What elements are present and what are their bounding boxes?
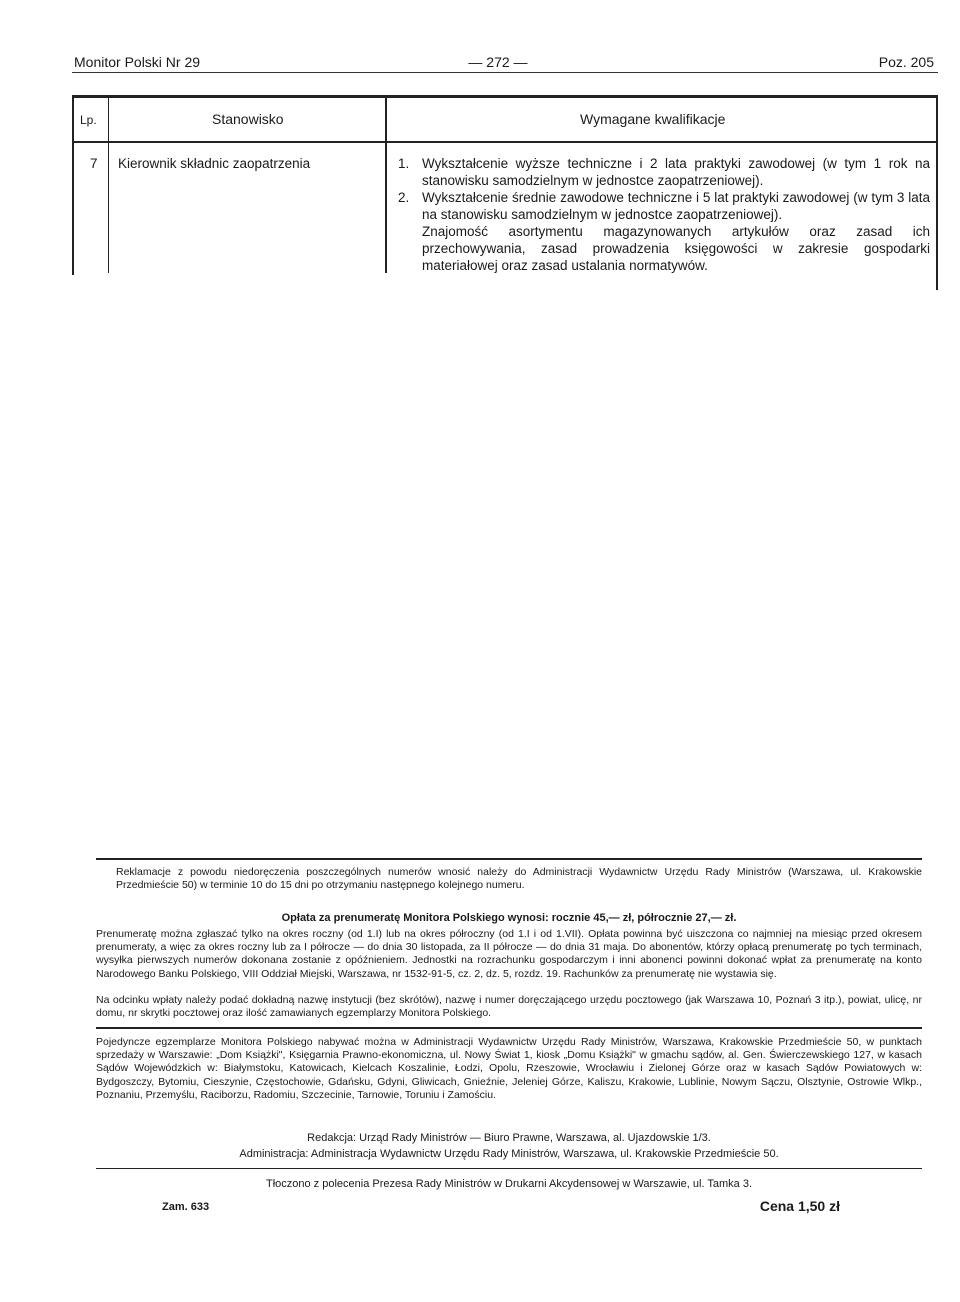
position-number: Poz. 205 — [878, 54, 934, 70]
footer-rule-bottom — [96, 1168, 922, 1169]
requirement-text: Wykształcenie średnie zawodowe techniczne i 5 lat praktyki zawodowej (w tym 3 lata na stanowisku samodzielnym w jednostce zaopatrzeniowej). — [422, 190, 930, 222]
requirements-cell — [398, 155, 930, 274]
editorial-office: Redakcja: Urząd Rady Ministrów — Biuro Prawne, Warszawa, al. Ujazdowskie 1/3. — [307, 1132, 711, 1144]
table-col-divider-1 — [108, 98, 109, 273]
order-number: Zam. 633 — [162, 1201, 210, 1213]
complaints-notice: Reklamacje z powodu niedoręczenia poszczególnych numerów wnosić należy do Administracji Wydawnictw Urzędu Rady Ministrów (Warszawa, ul. Krakowskie Przedmieście 50) w terminie 10 do 15 dni po otrzymaniu następnego kolejnego numeru. — [116, 866, 922, 892]
requirement-item — [398, 189, 930, 223]
subscription-price: Opłata za prenumeratę Monitora Polskiego wynosi: rocznie 45,— zł, półrocznie 27,— zł. — [281, 912, 737, 924]
requirement-item — [398, 155, 930, 189]
subscription-terms: Prenumeratę można zgłaszać tylko na okres roczny (od 1.I) lub na okres półroczny (od 1.I i od 1.VII). Opłata powinna być uiszczona co najmniej na miesiąc przed okresem prenumeraty, a więc za okres roczny lub za I półrocze — do dnia 30 listopada, za II półrocze — do dnia 31 maja. Do abonentów, którzy opłacą prenumeratę po tych terminach, wysyłka pierwszych numerów dokonana zostanie z opóźnieniem. Jednostki na rozrachunku gospodarczym i inni abonenci powinni dokonać wpłat za prenumeratę na konto Narodowego Banku Polskiego, VIII Oddział Miejski, Warszawa, nr 1532-91-5, cz. 2, dz. 5, rozdz. 19. Rachunków za prenumeratę nie wystawia się. — [96, 928, 922, 980]
page-number: — 272 — — [468, 54, 528, 70]
footer-rule-top — [96, 858, 922, 860]
journal-title: Monitor Polski Nr 29 — [74, 54, 201, 70]
requirement-number: 1. — [398, 156, 410, 171]
payment-instructions: Na odcinku wpłaty należy podać dokładną nazwę instytucji (bez skrótów), nazwę i numer doręczającego urzędu pocztowego (jak Warszawa 10, Poznań 3 itp.), powiat, ulicę, nr domu, nr skrytki pocztowej oraz ilość zamawianych egzemplarzy Monitora Polskiego. — [96, 994, 922, 1020]
row-position: Kierownik składnic zaopatrzenia — [118, 156, 311, 171]
table-right-border — [936, 95, 938, 290]
header-lp: Lp. — [80, 113, 97, 127]
requirement-number: 2. — [398, 190, 410, 205]
row-lp: 7 — [90, 156, 98, 171]
printing-house: Tłoczono z polecenia Prezesa Rady Ministrów w Drukarni Akcydensowej w Warszawie, ul. Tamka 3. — [265, 1178, 753, 1190]
table-col-divider-2 — [385, 98, 387, 273]
header-rule — [72, 72, 938, 73]
administration-office: Administracja: Administracja Wydawnictw Urzędu Rady Ministrów, Warszawa, ul. Krakowskie Przedmieście 50. — [239, 1148, 779, 1160]
footer-rule-middle — [96, 1027, 922, 1029]
table-left-border — [72, 95, 74, 275]
requirement-extra-text: Znajomość asortymentu magazynowanych artykułów oraz zasad ich przechowywania, zasad prowadzenia księgowości w zakresie gospodarki materiałowej oraz zasad ustalania normatywów. — [422, 224, 930, 273]
price: Cena 1,50 zł — [759, 1198, 840, 1214]
table-top-border — [72, 95, 938, 98]
single-copies-notice: Pojedyncze egzemplarze Monitora Polskiego nabywać można w Administracji Wydawnictw Urzędu Rady Ministrów, Warszawa, Krakowskie Przedmieście 50, w punktach sprzedaży w Warszawie: „Dom Książki", Księgarnia Prawno-ekonomiczna, ul. Nowy Świat 1, kiosk „Domu Książki" w gmachu sądów, al. Gen. Świerczewskiego 127, w kasach Sądów Wojewódzkich w: Białymstoku, Katowicach, Kielcach Koszalinie, Łodzi, Opolu, Rzeszowie, Wrocławiu i Zielonej Górze oraz w kasach Sądów Powiatowych w: Bydgoszczy, Bytomiu, Cieszynie, Częstochowie, Gdańsku, Gdyni, Gliwicach, Gnieźnie, Jeleniej Górze, Kaliszu, Krakowie, Lublinie, Nowym Sączu, Olsztynie, Ostrowie Wlkp., Poznaniu, Przemyślu, Raciborzu, Radomiu, Szczecinie, Tarnowie, Toruniu i Zamościu. — [96, 1036, 922, 1101]
table-header-border — [72, 141, 938, 143]
header-position: Stanowisko — [212, 111, 284, 127]
requirement-text: Wykształcenie wyższe techniczne i 2 lata praktyki zawodowej (w tym 1 rok na stanowisku samodzielnym w jednostce zaopatrzeniowej). — [422, 156, 930, 188]
header-qualifications: Wymagane kwalifikacje — [580, 111, 726, 127]
requirement-item — [398, 223, 930, 274]
